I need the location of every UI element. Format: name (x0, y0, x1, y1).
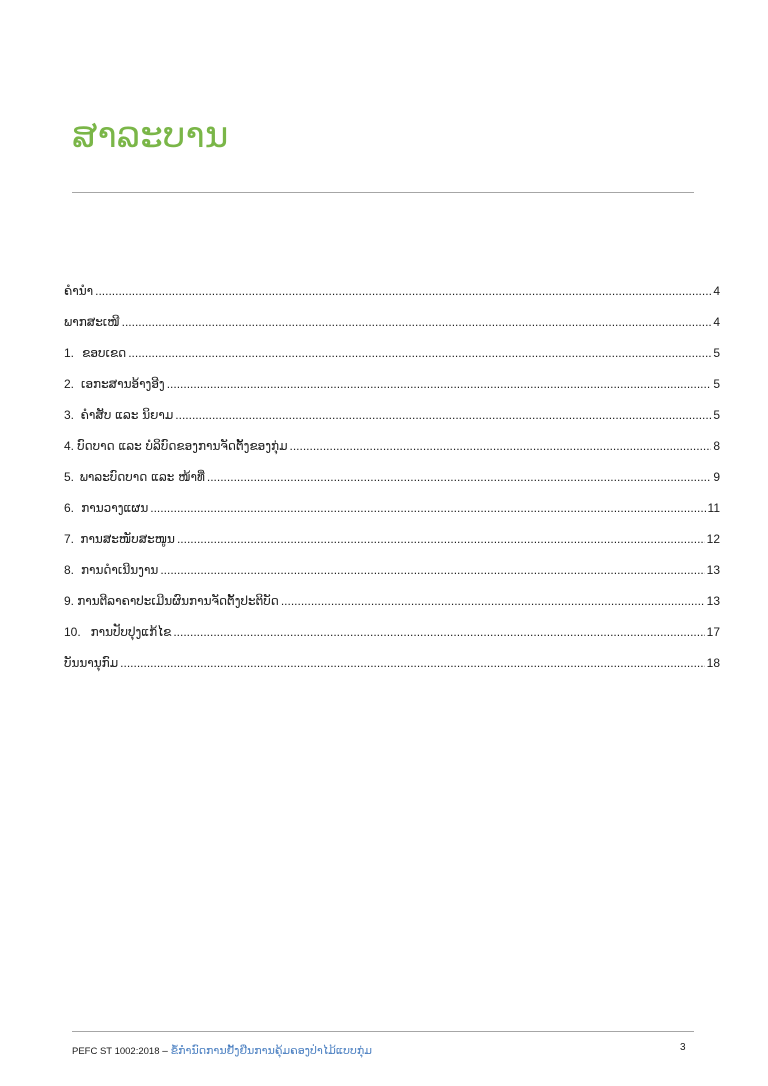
toc-entry-label: ການວາງແຜນ (81, 501, 149, 515)
toc-entry-introduction[interactable] (64, 307, 720, 338)
toc-entry-page: 13 (706, 563, 720, 577)
toc-entry-number: 5. (64, 470, 75, 484)
table-of-contents (64, 276, 720, 679)
toc-entry-number: 8. (64, 563, 75, 577)
toc-entry-number: 4. (64, 439, 75, 453)
footer-standard-code: PEFC ST 1002:2018 (72, 1046, 160, 1057)
toc-entry-10[interactable] (64, 617, 720, 648)
toc-entry-page: 11 (707, 501, 720, 515)
toc-leader-dots (290, 431, 712, 462)
toc-entry-page: 4 (713, 315, 720, 329)
toc-entry-label: ການປັບປຸງແກ້ໄຂ (90, 625, 172, 639)
toc-entry-5[interactable] (64, 462, 720, 493)
toc-leader-dots (160, 555, 704, 586)
toc-entry-number: 6. (64, 501, 75, 515)
toc-entry-label: ບົດບາດ ແລະ ບໍລິບົດຂອງການຈັດຕັ້ງຂອງກຸ່ມ (77, 439, 288, 453)
toc-leader-dots (177, 524, 705, 555)
toc-entry-number: 1. (64, 346, 75, 360)
toc-entry-2[interactable] (64, 369, 720, 400)
toc-entry-label: ການສະໜັບສະໜູນ (80, 532, 175, 546)
toc-entry-page: 12 (706, 532, 720, 546)
toc-entry-1[interactable] (64, 338, 720, 369)
toc-leader-dots (173, 617, 704, 648)
toc-entry-4[interactable] (64, 431, 720, 462)
toc-leader-dots (150, 493, 705, 524)
toc-entry-3[interactable] (64, 400, 720, 431)
toc-leader-dots (120, 648, 704, 679)
toc-entry-label: ຄຳນຳ (64, 284, 94, 298)
toc-entry-label: ພາກສະເໜີ (64, 315, 120, 329)
toc-entry-6[interactable] (64, 493, 720, 524)
toc-entry-page: 8 (713, 439, 720, 453)
footer-document-title: ຂໍ້ກຳນົດການຢັ້ງຢືນການຄຸ້ມຄອງປ່າໄມ້ແບບກຸ່ມ (170, 1044, 372, 1057)
page-footer (72, 1043, 372, 1060)
toc-entry-number: 9. (64, 594, 75, 608)
toc-leader-dots (122, 307, 712, 338)
toc-entry-page: 5 (713, 377, 720, 391)
toc-leader-dots (128, 338, 711, 369)
toc-entry-number: 7. (64, 532, 75, 546)
toc-entry-8[interactable] (64, 555, 720, 586)
toc-entry-7[interactable] (64, 524, 720, 555)
toc-entry-page: 18 (706, 656, 720, 670)
toc-entry-label: ຄຳສັບ ແລະ ນິຍາມ (80, 408, 174, 422)
toc-entry-page: 17 (706, 625, 720, 639)
toc-entry-number: 2. (64, 377, 75, 391)
toc-entry-page: 4 (713, 284, 720, 298)
toc-leader-dots (281, 586, 705, 617)
toc-entry-label: ການຕີລາຄາປະເມີນຜົນການຈັດຕັ້ງປະຕິບັດ (77, 594, 279, 608)
toc-leader-dots (167, 369, 712, 400)
toc-entry-page: 5 (713, 408, 720, 422)
toc-entry-9[interactable] (64, 586, 720, 617)
toc-leader-dots (175, 400, 711, 431)
toc-entry-number: 3. (64, 408, 75, 422)
toc-entry-number: 10. (64, 625, 81, 639)
title-divider (72, 192, 694, 193)
toc-entry-page: 9 (713, 470, 720, 484)
page-title: ສາລະບານ (72, 115, 229, 156)
footer-separator: – (159, 1046, 171, 1057)
toc-entry-label: ຂອບເຂດ (82, 346, 127, 360)
toc-leader-dots (207, 462, 711, 493)
footer-divider (72, 1031, 694, 1032)
toc-entry-page: 5 (713, 346, 720, 360)
toc-entry-label: ບັນນານຸກົມ (64, 656, 119, 670)
toc-entry-label: ການດຳເນີນງານ (80, 563, 159, 577)
toc-entry-page: 13 (706, 594, 720, 608)
toc-leader-dots (95, 276, 711, 307)
toc-entry-foreword[interactable] (64, 276, 720, 307)
toc-entry-bibliography[interactable] (64, 648, 720, 679)
toc-entry-label: ພາລະບົດບາດ ແລະ ໜ້າທີ່ (79, 470, 205, 484)
page-number: 3 (680, 1042, 686, 1053)
toc-entry-label: ເອກະສານອ້າງອີງ (80, 377, 165, 391)
